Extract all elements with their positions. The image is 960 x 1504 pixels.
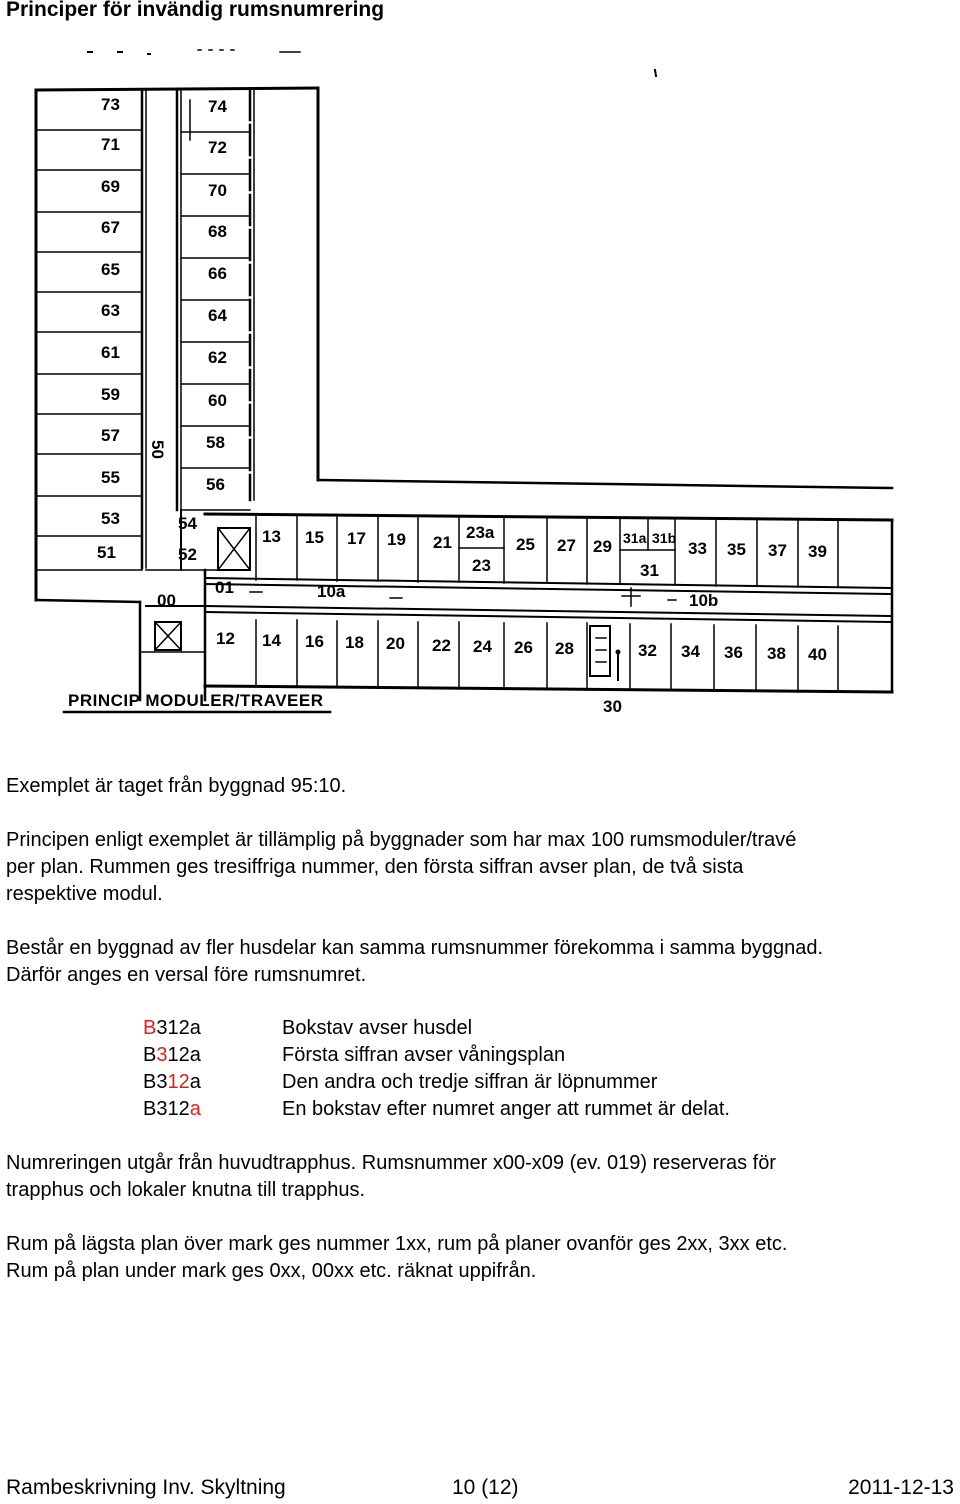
room-number: 53 — [101, 509, 120, 528]
room-number: 24 — [473, 637, 492, 656]
page-footer — [6, 1476, 954, 1504]
room-number: 37 — [768, 541, 787, 560]
room-number: 16 — [305, 632, 324, 651]
paragraph-line: respektive modul. — [6, 883, 163, 905]
room-number: 31 — [640, 561, 659, 580]
page-title: Principer för invändig rumsnumrering — [6, 0, 385, 21]
corridor-number: 10b — [689, 591, 719, 610]
paragraph-principle — [6, 827, 954, 908]
room-number: 23 — [472, 556, 491, 575]
paragraph-line: Består en byggnad av fler husdelar kan samma rumsnummer förekomma i samma byggnad. — [6, 937, 824, 959]
room-number: 26 — [514, 638, 533, 657]
room-number: 58 — [206, 433, 225, 452]
highlighted-part: 12 — [167, 1071, 190, 1093]
room-number: 63 — [101, 301, 120, 320]
room-number: 18 — [345, 633, 364, 652]
room-number: 19 — [387, 530, 406, 549]
footer-document-name: Rambeskrivning Inv. Skyltning — [6, 1476, 286, 1499]
room-code-example: B312a — [143, 1044, 201, 1066]
floor-plan-drawing — [0, 40, 960, 730]
paragraph-floor-numbering — [6, 1231, 954, 1285]
room-number: 71 — [101, 135, 120, 154]
room-number: 61 — [101, 343, 120, 362]
paragraph-line: Numreringen utgår från huvudtrapphus. Rumsnummer x00-x09 (ev. 019) reserveras för — [6, 1152, 776, 1174]
room-number: 13 — [262, 527, 281, 546]
room-code-example: B312a — [143, 1098, 201, 1120]
room-number: 62 — [208, 348, 227, 367]
footer-date: 2011-12-13 — [848, 1476, 954, 1499]
room-number: 70 — [208, 181, 227, 200]
room-number: 38 — [767, 644, 786, 663]
legend-description: Första siffran avser våningsplan — [282, 1044, 566, 1066]
room-number: 32 — [638, 641, 657, 660]
room-number: 12 — [216, 629, 235, 648]
room-number: 23a — [466, 523, 495, 542]
room-number: 56 — [206, 475, 225, 494]
corridor-number: 10a — [317, 582, 346, 601]
paragraph-line: Exemplet är taget från byggnad 95:10. — [6, 775, 347, 797]
room-number: 40 — [808, 645, 827, 664]
paragraph-line: Principen enligt exemplet är tillämplig på byggnader som har max 100 rumsmoduler/travé — [6, 829, 797, 851]
room-code-example: B312a — [143, 1071, 201, 1093]
room-number: 52 — [178, 545, 197, 564]
room-number: 74 — [208, 97, 227, 116]
paragraph-numbering-origin — [6, 1150, 954, 1204]
room-number: 17 — [347, 529, 366, 548]
room-number: 25 — [516, 535, 535, 554]
room-number: 55 — [101, 468, 120, 487]
room-number: 60 — [208, 391, 227, 410]
room-number: 31b — [652, 530, 677, 546]
paragraph-line: Rum på plan under mark ges 0xx, 00xx etc. räknat uppifrån. — [6, 1260, 537, 1282]
room-number: 27 — [557, 536, 576, 555]
room-number: 57 — [101, 426, 120, 445]
paragraph-building-parts — [6, 935, 954, 989]
room-number: 33 — [688, 539, 707, 558]
room-number: 28 — [555, 639, 574, 658]
plan-caption: PRINCIP MODULER/TRAVEER — [68, 691, 324, 710]
legend-row — [143, 1015, 730, 1042]
corridor-number: 50 — [148, 440, 167, 459]
room-number: 30 — [603, 697, 622, 716]
room-number: 59 — [101, 385, 120, 404]
paragraph-line: Därför anges en versal före rumsnumret. — [6, 964, 367, 986]
room-number: 51 — [97, 543, 116, 562]
legend-row — [143, 1096, 730, 1123]
room-number: 69 — [101, 177, 120, 196]
highlighted-part: B — [143, 1017, 157, 1039]
room-number: 15 — [305, 528, 324, 547]
room-number: 29 — [593, 537, 612, 556]
paragraph-line: per plan. Rummen ges tresiffriga nummer, den första siffran avser plan, de två sista — [6, 856, 744, 878]
room-number: 35 — [727, 540, 746, 559]
legend-row — [143, 1069, 730, 1096]
floor-plan — [0, 40, 960, 730]
room-number: 73 — [101, 95, 120, 114]
room-number: 64 — [208, 306, 227, 325]
footer-page-number: 10 (12) — [452, 1476, 519, 1499]
paragraph-line: Rum på lägsta plan över mark ges nummer 1xx, rum på planer ovanför ges 2xx, 3xx etc. — [6, 1233, 788, 1255]
legend-description: En bokstav efter numret anger att rummet är delat. — [282, 1098, 730, 1120]
room-number: 67 — [101, 218, 120, 237]
room-number: 54 — [178, 514, 197, 533]
paragraph-line: trapphus och lokaler knutna till trapphus. — [6, 1179, 366, 1201]
room-code-legend — [143, 1015, 730, 1123]
legend-row — [143, 1042, 730, 1069]
room-number: 00 — [157, 591, 176, 610]
room-number: 39 — [808, 542, 827, 561]
room-code-example: B312a — [143, 1017, 201, 1039]
room-number: 14 — [262, 631, 281, 650]
highlighted-part: 3 — [156, 1044, 168, 1066]
room-number: 66 — [208, 264, 227, 283]
highlighted-part: a — [189, 1098, 201, 1120]
room-number: 65 — [101, 260, 120, 279]
room-number: 01 — [215, 578, 234, 597]
legend-description: Bokstav avser husdel — [282, 1017, 473, 1039]
paragraph-example — [6, 773, 954, 800]
room-number: 31a — [623, 530, 647, 546]
legend-description: Den andra och tredje siffran är löpnummer — [282, 1071, 658, 1093]
room-number: 20 — [386, 634, 405, 653]
room-number: 36 — [724, 643, 743, 662]
room-number: 34 — [681, 642, 700, 661]
room-number: 21 — [433, 533, 452, 552]
room-number: 72 — [208, 138, 227, 157]
room-number: 68 — [208, 222, 227, 241]
room-number: 22 — [432, 636, 451, 655]
